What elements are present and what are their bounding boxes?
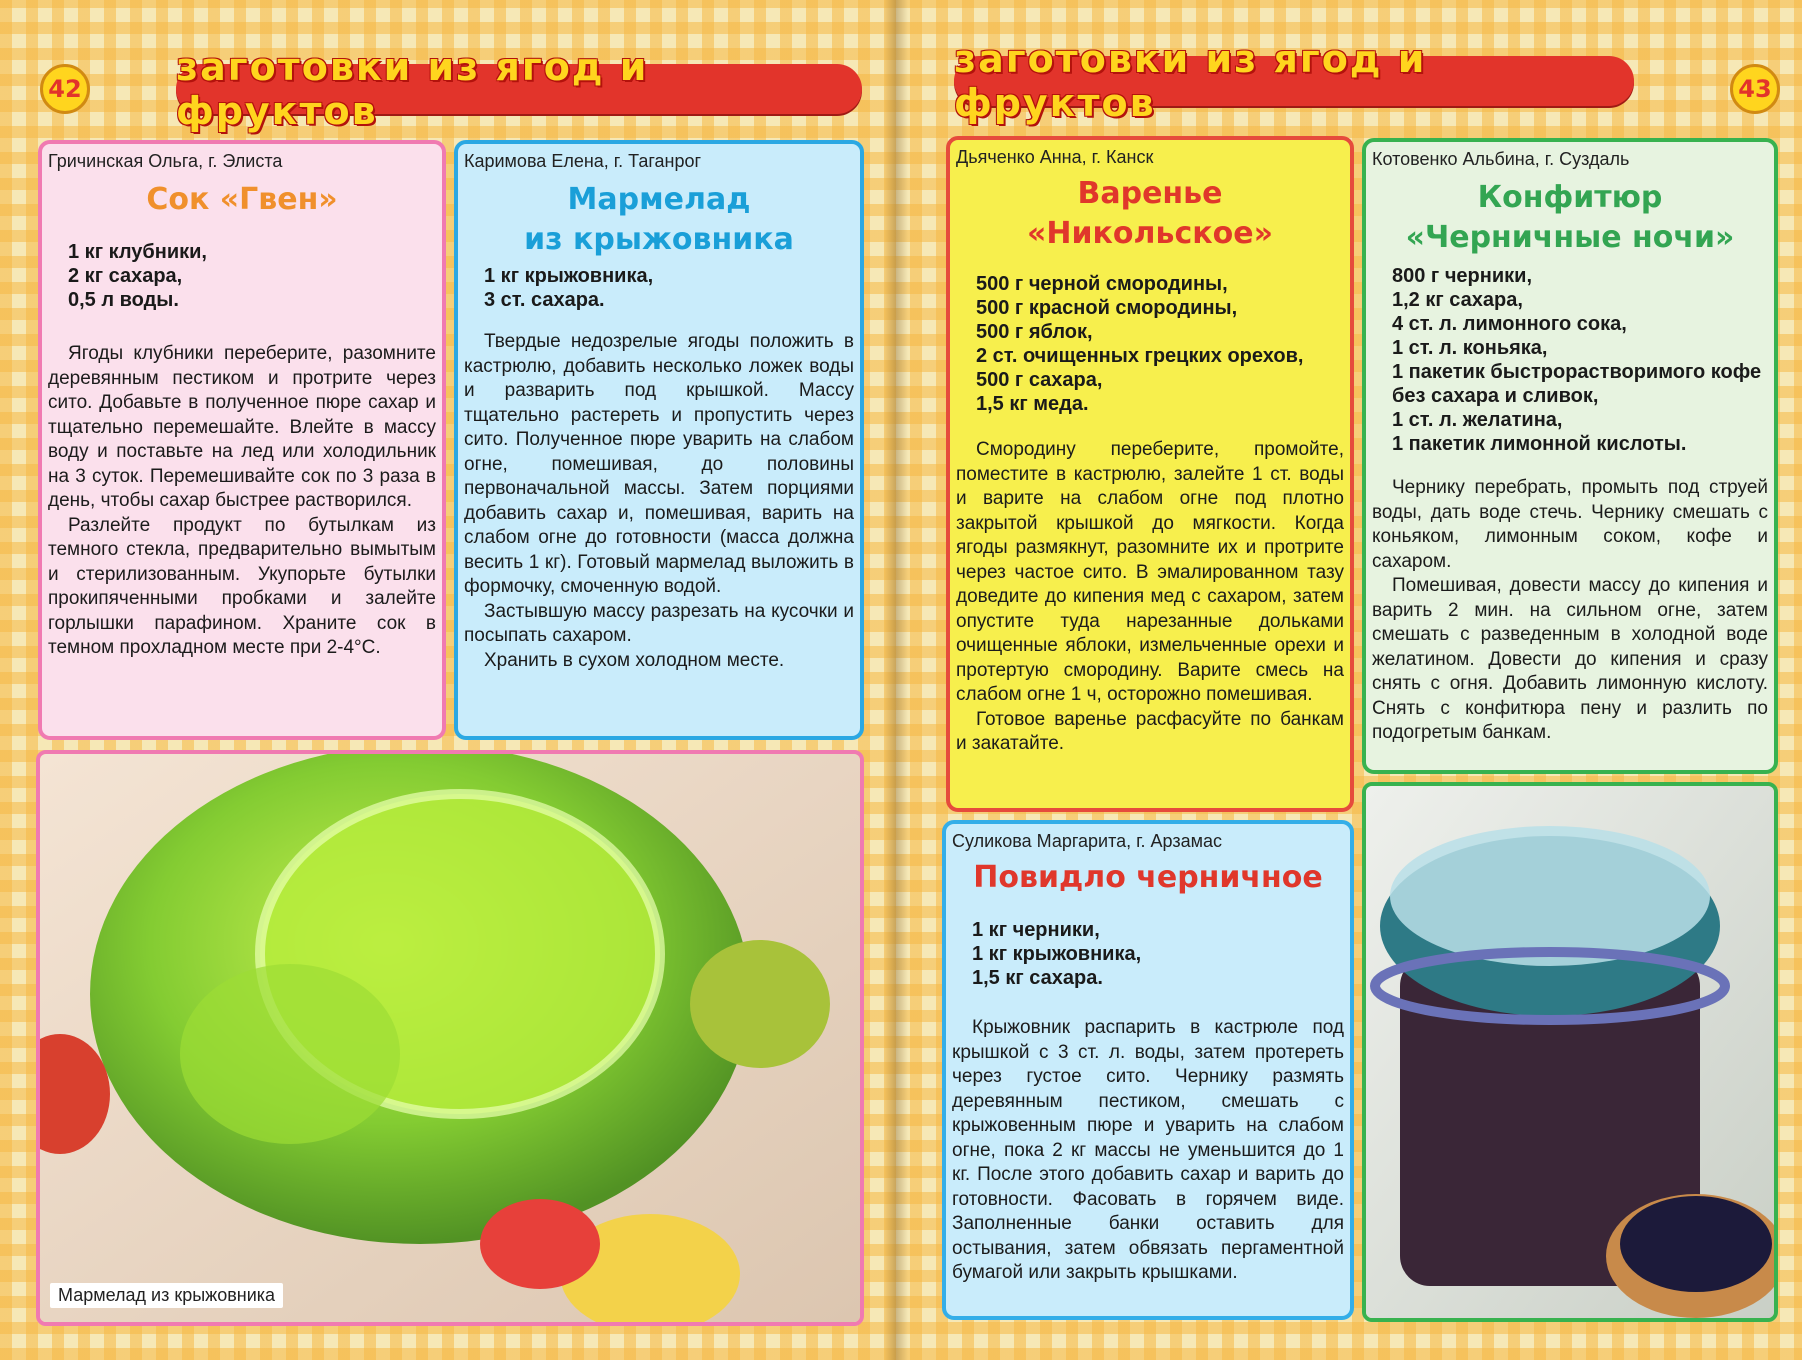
- ingredient-list: [68, 240, 434, 312]
- recipe-title-line: Варенье «Никольское»: [1027, 176, 1273, 251]
- right-page: [896, 0, 1802, 1360]
- ingredient-item: 1 ст. л. коньяка,: [1392, 337, 1548, 359]
- ingredient-list: [1392, 264, 1766, 456]
- photo-caption: Мармелад из крыжовника: [50, 1283, 283, 1308]
- recipe-card-marmalade: [454, 140, 864, 740]
- ingredient-item: 500 г красной смородины,: [976, 297, 1238, 319]
- left-page-number: 42: [40, 64, 90, 114]
- instruction-paragraph: Готовое варенье расфасуйте по банкам и закатайте.: [956, 708, 1344, 754]
- right-header-title: заготовки из ягод и фруктов: [954, 37, 1427, 125]
- right-header-banner: [954, 37, 1634, 125]
- recipe-card-nikolskoe: [946, 136, 1354, 812]
- recipe-card-confiture: [1362, 138, 1778, 774]
- ingredient-list: [972, 918, 1342, 990]
- ingredient-item: 2 ст. очищенных грецких орехов,: [976, 345, 1304, 367]
- recipe-title-line: «Черничные ночи»: [1405, 220, 1735, 255]
- instruction-paragraph: Разлейте продукт по бутылкам из темного стекла, предварительно вымытым и стерилизованным. Укупорьте бутылки прокипяченными пробками и залейте горлышки парафином. Храните сок в темном прохладном месте при 2-4°С.: [48, 514, 436, 658]
- recipe-title: [1370, 178, 1770, 258]
- ingredient-item: 1,5 кг сахара.: [972, 967, 1103, 989]
- ingredient-item: 1 пакетик быстрорастворимого кофе без сахара и сливок,: [1392, 361, 1762, 407]
- instruction-paragraph: Помешивая, довести массу до кипения и варить 2 мин. на сильном огне, затем смешать с разведенным в холодной воде желатином. Довести до кипения и сразу снять с огня. Добавить лимонную кислоту. Снять с конфитюра пену и разлить по подогретым банкам.: [1372, 575, 1768, 743]
- instruction-paragraph: Застывшую массу разрезать на кусочки и посыпать сахаром.: [464, 600, 854, 646]
- recipe-title: [46, 180, 438, 220]
- ingredient-item: 1 кг черники,: [972, 919, 1100, 941]
- recipe-card-gven: [38, 140, 446, 740]
- recipe-title-line: Сок «Гвен»: [146, 182, 338, 217]
- left-header-banner: [176, 45, 862, 133]
- recipe-title: [954, 174, 1346, 254]
- instruction-paragraph: Смородину переберите, промойте, поместите в кастрюлю, залейте 1 ст. воды и варите на слабом огне под плотно закрытой крышкой до мягкости. Когда ягоды размякнут, разомните их и протрите через частое сито. В эмалированном тазу доведите до кипения мед с сахаром, затем опустите туда нарезанные дольками очищенные яблоки, измельченные орехи и протертую смородину. Варите смесь на слабом огне 1 ч, осторожно помешивая.: [956, 439, 1344, 705]
- recipe-instructions: [952, 1016, 1344, 1286]
- ingredient-item: 1 ст. л. желатина,: [1392, 409, 1563, 431]
- recipe-author: Суликова Маргарита, г. Арзамас: [952, 831, 1222, 851]
- recipe-instructions: [48, 342, 436, 661]
- ingredient-item: 500 г сахара,: [976, 369, 1103, 391]
- recipe-author: Гричинская Ольга, г. Элиста: [48, 151, 283, 171]
- recipe-title: [462, 180, 856, 260]
- ingredient-item: 500 г черной смородины,: [976, 273, 1228, 295]
- ingredient-list: [976, 272, 1342, 416]
- recipe-instructions: [956, 438, 1344, 757]
- ingredient-item: 0,5 л воды.: [68, 289, 179, 311]
- instruction-paragraph: Ягоды клубники переберите, разомните деревянным пестиком и протрите через сито. Добавьте в полученное пюре сахар и тщательно перемешайте. Влейте в массу воду и поставьте на лед или холодильник на 3 суток. Перемешивайте сок по 3 раза в день, чтобы сахар быстрее растворился.: [48, 343, 436, 511]
- left-header-title: заготовки из ягод и фруктов: [176, 45, 649, 133]
- ingredient-item: 1,2 кг сахара,: [1392, 289, 1523, 311]
- ingredient-item: 1,5 кг меда.: [976, 393, 1089, 415]
- recipe-title-line: из крыжовника: [524, 222, 794, 257]
- photo-illustration: [1366, 786, 1774, 1318]
- recipe-instructions: [464, 330, 854, 673]
- marmalade-jar-photo: [36, 750, 864, 1326]
- ingredient-item: 800 г черники,: [1392, 265, 1532, 287]
- recipe-card-povidlo: [942, 820, 1354, 1320]
- recipe-title-line: Мармелад: [567, 182, 751, 217]
- instruction-paragraph: Хранить в сухом холодном месте.: [484, 649, 785, 671]
- instruction-paragraph: Чернику перебрать, промыть под струей воды, дать воде стечь. Чернику смешать с коньяком, лимонным соком, кофе и сахаром.: [1372, 477, 1768, 572]
- photo-illustration: [40, 754, 860, 1322]
- instruction-paragraph: Твердые недозрелые ягоды положить в кастрюлю, добавить несколько ложек воды и разварить под крышкой. Массу тщательно растереть и пропустить через сито. Полученное пюре уварить на слабом огне, помешивая, до половины первоначальной массы. Затем порциями добавить сахар и, помешивая, варить на слабом огне до готовности (масса должна весить 1 кг). Готовый мармелад выложить в формочку, смоченную водой.: [464, 331, 854, 597]
- recipe-title: [950, 858, 1346, 898]
- ingredient-item: 500 г яблок,: [976, 321, 1093, 343]
- recipe-title-line: Конфитюр: [1477, 180, 1663, 215]
- instruction-paragraph: Крыжовник распарить в кастрюле под крышкой с 3 ст. л. воды, затем протереть через густое сито. Чернику размять деревянным пестиком, смешать с крыжовенным пюре и уварить на слабом огне, пока 2 кг массы не уменьшится до 1 кг. После этого добавить сахар и варить до готовности. Фасовать в горячем виде. Заполненные банки оставить для остывания, затем обвязать пергаментной бумагой или закрыть крышками.: [952, 1017, 1344, 1283]
- right-page-number: 43: [1730, 64, 1780, 114]
- ingredient-item: 2 кг сахара,: [68, 265, 183, 287]
- ingredient-item: 1 кг крыжовника,: [484, 265, 654, 287]
- ingredient-item: 1 кг клубники,: [68, 241, 207, 263]
- recipe-author: Каримова Елена, г. Таганрог: [464, 151, 702, 171]
- recipe-instructions: [1372, 476, 1768, 746]
- recipe-author: Котовенко Альбина, г. Суздаль: [1372, 149, 1630, 169]
- ingredient-item: 1 кг крыжовника,: [972, 943, 1142, 965]
- left-page: [0, 0, 896, 1360]
- ingredient-item: 1 пакетик лимонной кислоты.: [1392, 433, 1687, 455]
- recipe-author: Дьяченко Анна, г. Канск: [956, 147, 1154, 167]
- ingredient-item: 4 ст. л. лимонного сока,: [1392, 313, 1627, 335]
- recipe-title-line: Повидло черничное: [973, 860, 1323, 895]
- ingredient-item: 3 ст. сахара.: [484, 289, 605, 311]
- blueberry-jar-photo: [1362, 782, 1778, 1322]
- ingredient-list: [484, 264, 852, 312]
